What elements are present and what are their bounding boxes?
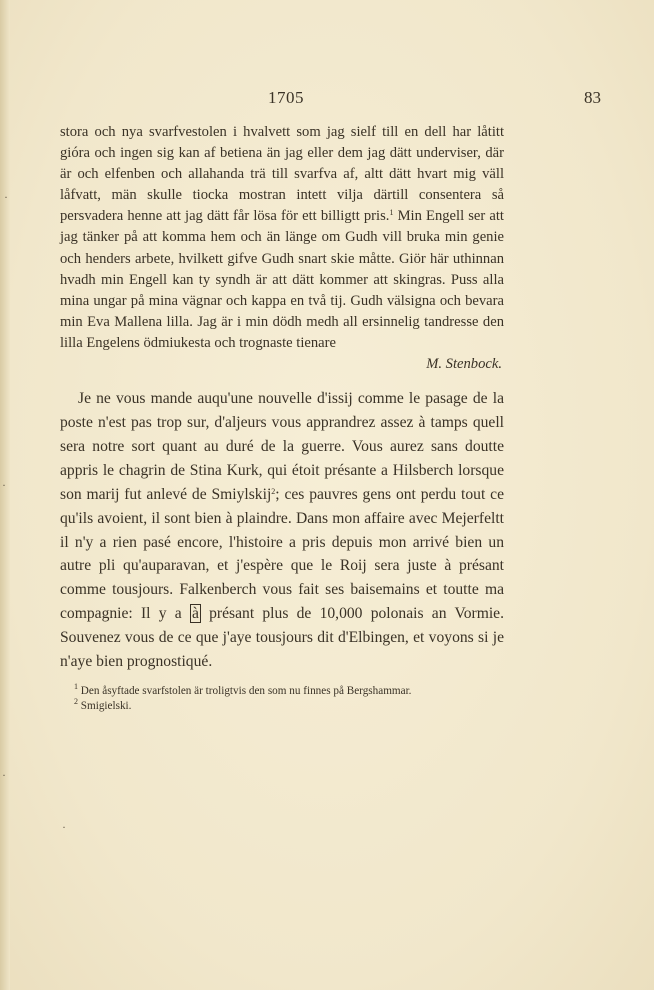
letter-body bbox=[60, 122, 504, 714]
bracketed-insertion: à bbox=[191, 605, 199, 623]
french-text-part3: présant plus de 10,000 polonais an Vormie. Souvenez vous de ce que j'aye tousjours dit d'Elbingen, et voyons si je n'aye bien prognostiqué. bbox=[60, 605, 504, 671]
footnote-1-text: Den åsyftade svarfstolen är troligtvis den som nu finnes på Bergshammar. bbox=[80, 685, 412, 697]
french-text-part1: Je ne vous mande auqu'une nouvelle d'issij comme le pasage de la poste n'est pas trop sur, d'aljeurs vous apprandrez assez à tamps quell sera notre sort quant au duré de la guerre. Vous aurez sans doutte appris le chagrin de Stina Kurk, qui étoit présante a Hilsberch lorsque son marij fut anlevé de Smiylskij bbox=[60, 390, 504, 503]
footnote-2-marker: 2 bbox=[74, 697, 78, 706]
footnote-marker-2: 2 bbox=[271, 486, 276, 496]
header-year: 1705 bbox=[268, 88, 304, 107]
margin-speck: · bbox=[4, 190, 8, 204]
swedish-text-part2: Min Engell ser att jag tänker på att komma hem och än länge om Gudh vill bruka min genie och henders arbete, hvilkett gifve Gudh snart skie måtte. Giör här uthinnan hvadh min Engell kan ty syndh är att dätt kommer att skingras. Puss alla mina ungar på mina vägnar och kappa en två tij. Gudh välsigna och bevara min Eva Mallena lilla. Jag är i min dödh medh all ersinnelig tandresse den lilla Engelens ödmiukesta och trognaste tienare bbox=[60, 208, 504, 351]
paragraph-gap bbox=[60, 375, 504, 387]
footnote-1 bbox=[60, 684, 504, 699]
french-text-part2: ; ces pauvres gens ont perdu tout ce qu'ils avoient, il sont bien à plaindre. Dans mon affaire avec Mejerfeltt il n'y a rien pasé encore, l'histoire a pris depuis mon arrivé bien un autre pli qu'auparavan, et j'espère que le Roij sera juste à présant comme tousjours. Falkenberch vous fait ses baisemains et toutte ma compagnie: Il y a bbox=[60, 485, 504, 623]
footnote-marker-1: 1 bbox=[389, 208, 394, 218]
page-edge-shadow bbox=[0, 0, 10, 990]
footnote-2 bbox=[60, 699, 504, 714]
margin-speck: · bbox=[2, 768, 6, 782]
swedish-paragraph bbox=[60, 122, 504, 354]
margin-speck: · bbox=[2, 478, 6, 492]
footnote-1-marker: 1 bbox=[74, 682, 78, 691]
page-speck: · bbox=[62, 820, 66, 834]
page-number: 83 bbox=[584, 88, 601, 107]
french-paragraph bbox=[60, 387, 504, 674]
swedish-text-part1: stora och nya svarfvestolen i hvalvett som jag sielf till en dell har låtitt gióra och ingen sig kan af betiena än jag eller dem jag dätt underviser, där är och elfenben och allahanda trä till svarfva af, altt dätt hvart mig väll låfvatt, män skulle tiocka mostran intett vilja därtill consentera så persvadera henne att jag dätt får lösa för ett billigtt pris. bbox=[60, 124, 504, 225]
footnotes bbox=[60, 684, 504, 714]
footnote-2-text: Smigielski. bbox=[80, 700, 132, 712]
signature: M. Stenbock. bbox=[426, 356, 502, 373]
running-header bbox=[0, 88, 654, 112]
